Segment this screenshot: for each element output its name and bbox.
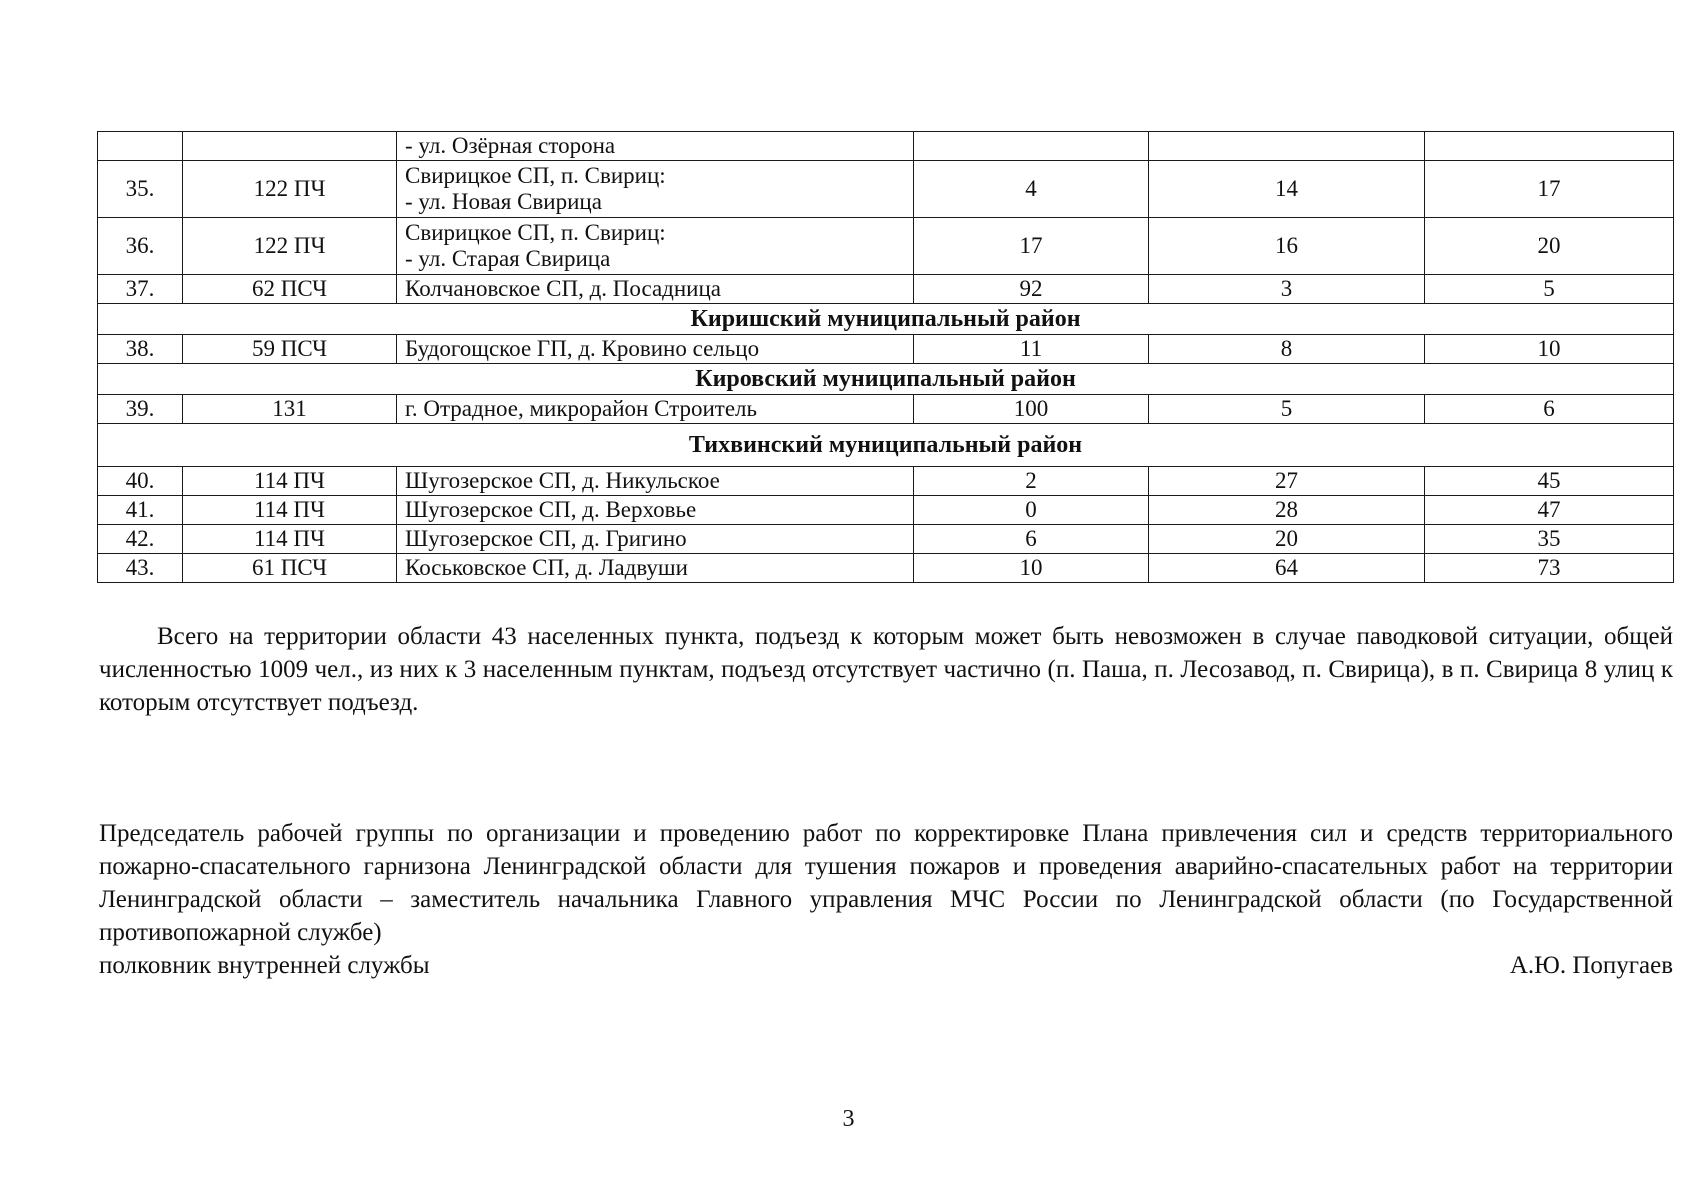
row-number-cell: 37.: [98, 275, 183, 304]
signature-row: [99, 949, 1673, 982]
district-header-row: [98, 364, 1674, 395]
settlement-cell: [397, 525, 914, 554]
value-cell-2: 16: [1149, 218, 1425, 275]
fire-unit-cell: 131: [183, 395, 397, 424]
table-row: [98, 395, 1674, 424]
fire-unit-cell: 122 ПЧ: [183, 218, 397, 275]
value-cell-2: 64: [1149, 554, 1425, 583]
value-cell-1: 92: [914, 275, 1149, 304]
fire-unit-cell: 114 ПЧ: [183, 467, 397, 496]
settlement-line: г. Отрадное, микрорайон Строитель: [405, 396, 758, 421]
table-row: [98, 554, 1674, 583]
table-row: [98, 525, 1674, 554]
table-row: [98, 132, 1674, 161]
summary-paragraph: Всего на территории области 43 населенных пункта, подъезд к которым может быть невозможен в случае паводковой ситуации, общей численностью 1009 чел., из них к 3 населенным пунктам, подъезд отсутствует частично (п. Паша, п. Лесозавод, п. Свирица), в п. Свирица 8 улиц к которым отсутствует подъезд.: [99, 623, 1673, 716]
row-number-cell: 42.: [98, 525, 183, 554]
settlement-cell: [397, 218, 914, 275]
signature-title: Председатель рабочей группы по организации и проведению работ по корректировке Плана привлечения сил и средств территориального пожарно-спасательного гарнизона Ленинградской области для тушения пожаров и проведения аварийно-спасательных работ на территории Ленинградской области – заместитель начальника Главного управления МЧС России по Ленинградской области (по Государственной противопожарной службе): [99, 820, 1673, 946]
settlement-line: Колчановское СП, д. Посадница: [405, 276, 722, 301]
value-cell-2: [1149, 132, 1425, 161]
settlement-line: - ул. Новая Свирица: [405, 189, 602, 214]
value-cell-2: 8: [1149, 335, 1425, 364]
value-cell-1: 100: [914, 395, 1149, 424]
value-cell-1: 4: [914, 161, 1149, 218]
row-number-cell: 36.: [98, 218, 183, 275]
signatory-rank: полковник внутренней службы: [99, 952, 430, 979]
value-cell-2: 27: [1149, 467, 1425, 496]
district-header: Тихвинский муниципальный район: [98, 424, 1674, 467]
settlement-line: Шугозерское СП, д. Григино: [405, 526, 687, 551]
table-row: [98, 496, 1674, 525]
settlement-cell: [397, 275, 914, 304]
district-header-row: [98, 304, 1674, 335]
district-header: Кировский муниципальный район: [98, 364, 1674, 395]
value-cell-3: 6: [1425, 395, 1674, 424]
settlement-cell: [397, 132, 914, 161]
table-row: [98, 275, 1674, 304]
settlement-cell: [397, 161, 914, 218]
value-cell-2: 5: [1149, 395, 1425, 424]
signatory-name: А.Ю. Попугаев: [1509, 952, 1673, 979]
row-number-cell: 40.: [98, 467, 183, 496]
table-row: [98, 161, 1674, 218]
value-cell-1: 6: [914, 525, 1149, 554]
value-cell-1: [914, 132, 1149, 161]
value-cell-2: 28: [1149, 496, 1425, 525]
settlement-line: Коськовское СП, д. Ладвуши: [405, 555, 688, 580]
value-cell-1: 10: [914, 554, 1149, 583]
value-cell-3: 20: [1425, 218, 1674, 275]
value-cell-3: 5: [1425, 275, 1674, 304]
table-row: [98, 467, 1674, 496]
value-cell-2: 20: [1149, 525, 1425, 554]
settlement-line: Свирицкое СП, п. Свириц:: [405, 163, 666, 188]
row-number-cell: 43.: [98, 554, 183, 583]
value-cell-3: 35: [1425, 525, 1674, 554]
settlement-cell: [397, 467, 914, 496]
settlement-line: Шугозерское СП, д. Верховье: [405, 497, 697, 522]
value-cell-3: 10: [1425, 335, 1674, 364]
value-cell-3: 17: [1425, 161, 1674, 218]
row-number-cell: 41.: [98, 496, 183, 525]
value-cell-3: 45: [1425, 467, 1674, 496]
value-cell-3: [1425, 132, 1674, 161]
table-body: [98, 132, 1674, 583]
row-number-cell: 39.: [98, 395, 183, 424]
value-cell-3: 73: [1425, 554, 1674, 583]
fire-unit-cell: 114 ПЧ: [183, 525, 397, 554]
table-row: [98, 335, 1674, 364]
row-number-cell: 38.: [98, 335, 183, 364]
fire-unit-cell: [183, 132, 397, 161]
value-cell-1: 17: [914, 218, 1149, 275]
settlement-cell: [397, 335, 914, 364]
fire-unit-cell: 62 ПСЧ: [183, 275, 397, 304]
settlement-line: Шугозерское СП, д. Никульское: [405, 468, 720, 493]
fire-unit-cell: 61 ПСЧ: [183, 554, 397, 583]
district-header: Киришский муниципальный район: [98, 304, 1674, 335]
value-cell-1: 11: [914, 335, 1149, 364]
fire-unit-cell: 122 ПЧ: [183, 161, 397, 218]
settlement-cell: [397, 496, 914, 525]
value-cell-1: 0: [914, 496, 1149, 525]
row-number-cell: 35.: [98, 161, 183, 218]
settlement-line: Будогощское ГП, д. Кровино сельцо: [405, 336, 760, 361]
settlements-table: [97, 131, 1674, 583]
value-cell-3: 47: [1425, 496, 1674, 525]
page-number: 3: [842, 1106, 855, 1132]
settlement-cell: [397, 554, 914, 583]
settlement-line: Свирицкое СП, п. Свириц:: [405, 220, 666, 245]
value-cell-2: 14: [1149, 161, 1425, 218]
row-number-cell: [98, 132, 183, 161]
district-header-row: [98, 424, 1674, 467]
settlement-line: - ул. Старая Свирица: [405, 246, 611, 271]
settlement-cell: [397, 395, 914, 424]
settlement-line: - ул. Озёрная сторона: [405, 133, 616, 158]
table-row: [98, 218, 1674, 275]
value-cell-1: 2: [914, 467, 1149, 496]
fire-unit-cell: 114 ПЧ: [183, 496, 397, 525]
fire-unit-cell: 59 ПСЧ: [183, 335, 397, 364]
value-cell-2: 3: [1149, 275, 1425, 304]
